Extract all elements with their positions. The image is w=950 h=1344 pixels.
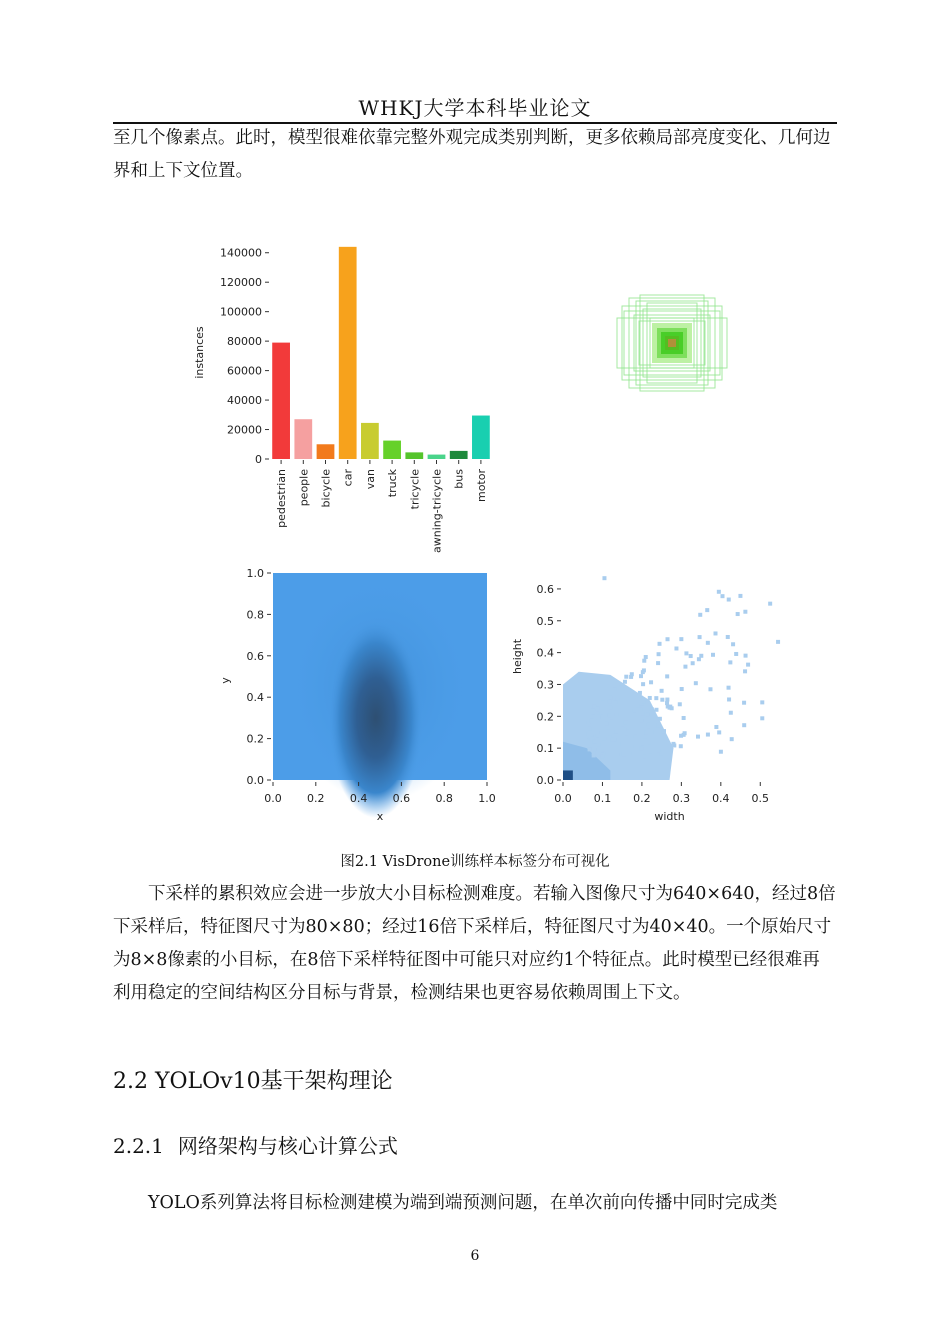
wh-cell <box>705 608 709 612</box>
wh-cell <box>728 660 732 664</box>
wh-cell <box>689 654 693 658</box>
wh-cell <box>595 706 599 710</box>
wh-cell <box>587 732 591 736</box>
wh-cell <box>609 719 613 723</box>
wh-cell <box>680 687 684 691</box>
wh-cell <box>706 641 710 645</box>
wh-cell <box>608 713 612 717</box>
x-tick-label: 0.8 <box>435 792 453 805</box>
wh-cell <box>614 719 618 723</box>
wh-cell <box>622 728 626 732</box>
x-tick-label: 0.3 <box>672 792 691 805</box>
wh-cell <box>596 734 600 738</box>
y-tick-label: 0.0 <box>246 774 264 787</box>
paragraph-1: 至几个像素点。此时，模型很难依靠完整外观完成类别判断，更多依赖局部亮度变化、几何边界和上下文位置。 <box>113 128 831 181</box>
wh-cell <box>642 659 646 663</box>
wh-cell <box>658 717 662 721</box>
wh-cell <box>639 718 643 722</box>
wh-cell <box>648 696 652 700</box>
wh-cell <box>742 701 746 705</box>
wh-cell <box>734 652 738 656</box>
wh-cell <box>666 637 670 641</box>
wh-cell <box>696 735 700 739</box>
bar-bicycle <box>317 444 335 459</box>
y-tick-label: 0 <box>255 453 262 466</box>
wh-cell <box>602 736 606 740</box>
wh-cell <box>720 594 724 598</box>
page-number: 6 <box>470 1248 480 1264</box>
y-tick-label: 100000 <box>220 305 262 319</box>
wh-cell <box>591 711 595 715</box>
y-tick-label: 0.2 <box>246 732 264 746</box>
bar-van <box>361 423 379 459</box>
wh-cell <box>590 719 594 723</box>
wh-cell <box>648 749 652 753</box>
y-tick-label: 0.0 <box>536 774 554 787</box>
wh-cell <box>731 642 735 646</box>
wh-cell <box>657 652 661 656</box>
wh-cell <box>639 746 643 750</box>
wh-cell <box>717 590 721 594</box>
wh-cell <box>641 712 645 716</box>
x-tick-label-people: people <box>297 469 311 507</box>
wh-cell <box>592 744 596 748</box>
x-tick-label: 0.0 <box>264 792 282 805</box>
wh-cell <box>691 661 695 665</box>
wh-cell <box>588 747 592 751</box>
wh-cell <box>633 709 637 713</box>
anchor-core <box>668 339 676 347</box>
wh-cell <box>683 665 687 669</box>
wh-cell <box>620 742 624 746</box>
wh-cell <box>679 744 683 748</box>
wh-cell <box>623 680 627 684</box>
wh-cell <box>602 715 606 719</box>
wh-cell <box>600 754 604 758</box>
wh-cell <box>644 655 648 659</box>
y-tick-label: 140000 <box>220 246 262 260</box>
wh-cell <box>682 716 686 720</box>
wh-cell <box>604 722 608 726</box>
bar-motor <box>472 416 490 459</box>
wh-cell <box>633 734 637 738</box>
y-tick-label: 120000 <box>220 276 262 290</box>
page-header: WHKJ大学本科毕业论文 <box>358 96 592 120</box>
wh-cell <box>730 737 734 741</box>
wh-cell <box>588 727 592 731</box>
bar-awning-tricycle <box>428 455 446 459</box>
wh-cell <box>671 742 675 746</box>
wh-cell <box>601 697 605 701</box>
wh-cell <box>609 695 613 699</box>
x-tick-label: 0.0 <box>554 792 572 805</box>
wh-cell <box>638 691 642 695</box>
wh-cell <box>614 729 618 733</box>
bar-car <box>339 247 357 459</box>
bar-truck <box>383 441 401 459</box>
wh-cell <box>618 686 622 690</box>
wh-cell <box>768 602 772 606</box>
bar-people <box>294 419 312 459</box>
x-tick-label-van: van <box>363 469 377 490</box>
x-tick-label-pedestrian: pedestrian <box>275 469 289 528</box>
wh-cell <box>643 739 647 743</box>
wh-cell <box>746 663 750 667</box>
wh-cell <box>641 682 645 686</box>
wh-cell <box>665 674 669 678</box>
x-tick-label: 0.2 <box>633 792 651 805</box>
wh-cell <box>743 610 747 614</box>
x-tick-label: 0.6 <box>392 792 411 805</box>
x-tick-label-bicycle: bicycle <box>319 469 333 508</box>
wh-cell <box>596 716 600 720</box>
wh-cell <box>657 749 661 753</box>
wh-cell <box>642 754 646 758</box>
wh-cell <box>727 697 731 701</box>
wh-cell <box>613 687 617 691</box>
wh-cell <box>639 674 643 678</box>
wh-cell <box>717 730 721 734</box>
wh-cell <box>647 729 651 733</box>
xy-density-core <box>328 618 424 818</box>
wh-cell <box>706 733 710 737</box>
subsection-heading <box>113 1130 398 1159</box>
wh-cell <box>606 729 610 733</box>
wh-cell <box>670 706 674 710</box>
wh-cell <box>744 654 748 658</box>
y-tick-label: 0.5 <box>536 614 554 628</box>
wh-cell <box>743 669 747 673</box>
wh-cell <box>639 707 643 711</box>
wh-cell <box>654 708 658 712</box>
wh-cell <box>736 612 740 616</box>
wh-cell <box>760 700 764 704</box>
wh-cell <box>636 703 640 707</box>
y-tick-label: 0.2 <box>536 710 554 724</box>
wh-cell <box>714 725 718 729</box>
wh-cell <box>654 696 658 700</box>
x-tick-label-truck: truck <box>386 469 400 498</box>
wh-cell <box>679 734 683 738</box>
wh-cell <box>640 732 644 736</box>
subsection-number: 2.2.1 <box>113 1134 164 1158</box>
wh-cell <box>592 751 596 755</box>
wh-cell <box>742 723 746 727</box>
wh-cell <box>698 613 702 617</box>
wh-cell <box>656 661 660 665</box>
wh-cell <box>729 711 733 715</box>
y-axis-label: y <box>219 677 232 684</box>
x-tick-label-motor: motor <box>474 469 488 503</box>
wh-cell <box>646 723 650 727</box>
y-tick-label: 1.0 <box>246 567 264 580</box>
wh-cell <box>660 698 664 702</box>
wh-cell <box>665 701 669 705</box>
wh-cell <box>608 700 612 704</box>
wh-cell <box>708 687 712 691</box>
wh-cell <box>697 657 701 661</box>
wh-cell <box>698 635 702 639</box>
wh-cell <box>641 670 645 674</box>
wh-cell <box>592 747 596 751</box>
wh-cell <box>662 729 666 733</box>
wh-cell <box>614 713 618 717</box>
x-tick-label-tricycle: tricycle <box>408 469 422 510</box>
y-tick-label: 0.8 <box>246 608 264 622</box>
wh-cell <box>642 700 646 704</box>
wh-cell <box>649 680 653 684</box>
x-tick-label: 1.0 <box>478 792 496 805</box>
y-axis-label: height <box>511 638 524 675</box>
wh-cell <box>631 752 635 756</box>
wh-cell <box>629 675 633 679</box>
wh-cell <box>694 681 698 685</box>
wh-cell <box>679 637 683 641</box>
y-tick-label: 0.6 <box>536 582 554 596</box>
wh-cell <box>622 752 626 756</box>
y-tick-label: 40000 <box>227 394 262 408</box>
wh-cell <box>674 646 678 650</box>
wh-cell <box>608 706 612 710</box>
x-tick-label: 0.5 <box>751 792 770 805</box>
wh-cell <box>684 651 688 655</box>
y-tick-label: 0.6 <box>246 649 264 663</box>
wh-cell <box>650 707 654 711</box>
wh-cell <box>633 745 637 749</box>
x-axis-label: x <box>376 810 384 823</box>
wh-cell <box>658 642 662 646</box>
figure-svg <box>185 228 785 838</box>
x-tick-label: 0.1 <box>593 792 612 805</box>
wh-cell <box>678 702 682 706</box>
section-heading: 2.2 YOLOv10基干架构理论 <box>113 1069 393 1094</box>
wh-cell <box>719 750 723 754</box>
figure-caption: 图2.1 VisDrone训练样本标签分布可视化 <box>340 854 610 870</box>
wh-cell <box>610 738 614 742</box>
x-tick-label-awning-tricycle: awning-tricycle <box>430 469 444 554</box>
y-tick-label: 0.4 <box>536 646 554 660</box>
y-tick-label: 60000 <box>227 364 262 378</box>
y-axis-label: instances <box>193 326 206 379</box>
y-tick-label: 0.3 <box>536 678 554 692</box>
x-tick-label-car: car <box>341 469 355 487</box>
figure-label-distribution <box>185 228 785 838</box>
y-tick-label: 0.4 <box>246 691 264 705</box>
wh-cell <box>665 698 669 702</box>
x-tick-label: 0.4 <box>712 792 730 805</box>
subsection-title: 网络架构与核心计算公式 <box>177 1134 398 1158</box>
wh-cell <box>699 654 703 658</box>
x-tick-label: 0.2 <box>307 792 325 805</box>
wh-cell <box>776 640 780 644</box>
paragraph-2: 下采样的累积效应会进一步放大小目标检测难度。若输入图像尺寸为640×640，经过8倍下采样后，特征图尺寸为80×80；经过16倍下采样后，特征图尺寸为40×40。一个原始尺寸为8×8像素的小目标，在8倍下采样特征图中可能只对应约1个特征点。此时模型已经很难再利用稳定的空间结构区分目标与背景，检测结果也更容易依赖周围上下文。 <box>113 884 836 1003</box>
wh-cell <box>656 723 660 727</box>
wh-cell <box>648 745 652 749</box>
wh-cell <box>660 689 664 693</box>
x-axis-label: width <box>654 810 685 823</box>
wh-cell <box>613 700 617 704</box>
wh-cell <box>624 721 628 725</box>
x-tick-label: 0.4 <box>349 792 368 805</box>
wh-cell <box>760 716 764 720</box>
wh-cell <box>727 598 731 602</box>
y-tick-label: 0.1 <box>536 742 554 756</box>
y-tick-label: 80000 <box>227 335 262 349</box>
x-tick-label-bus: bus <box>452 469 466 489</box>
bar-bus <box>450 451 468 459</box>
wh-cell <box>624 675 628 679</box>
paragraph-3: YOLO系列算法将目标检测建模为端到端预测问题，在单次前向传播中同时完成类 <box>148 1193 778 1213</box>
y-tick-label: 20000 <box>227 423 262 437</box>
wh-cell <box>727 686 731 690</box>
wh-cell <box>711 653 715 657</box>
wh-cell <box>597 742 601 746</box>
wh-cell <box>713 631 717 635</box>
wh-density-peak <box>563 770 573 780</box>
bar-pedestrian <box>272 343 290 459</box>
wh-cell <box>726 635 730 639</box>
wh-cell <box>738 594 742 598</box>
wh-cell <box>592 739 596 743</box>
wh-cell <box>602 576 606 580</box>
wh-cell <box>646 712 650 716</box>
wh-cell <box>624 736 628 740</box>
wh-cell <box>683 731 687 735</box>
bar-tricycle <box>405 452 423 459</box>
